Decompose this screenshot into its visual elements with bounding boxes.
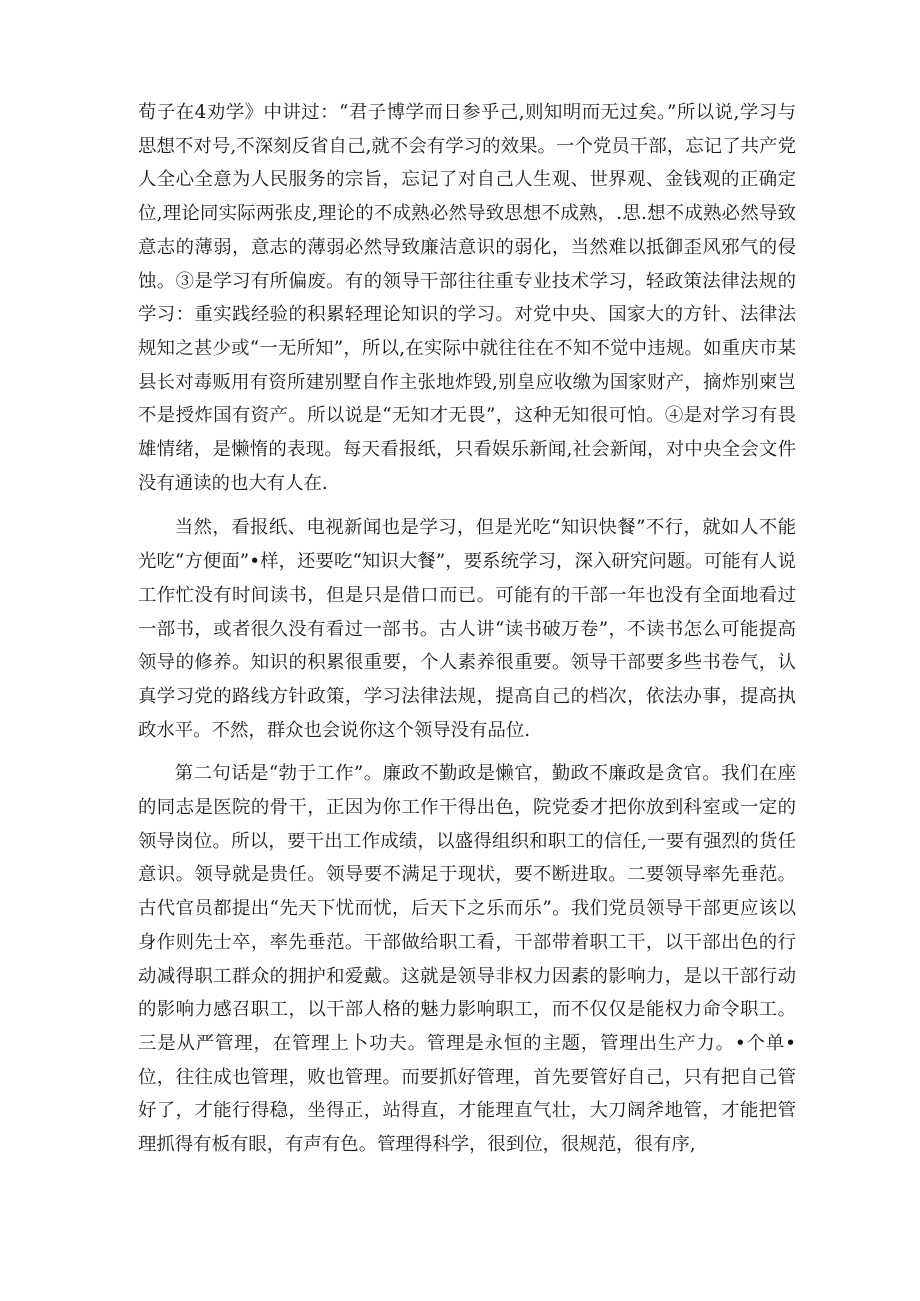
document-body [138, 96, 796, 1162]
paragraph-3: 第二句话是“勃于工作”。廉政不勤政是懒官，勤政不廉政是贪官。我们在座的同志是医院的骨干，正因为你工作干得出色，院党委才把你放到科室或一定的领导岗位。所以，要干出工作成绩，以盛得组织和职工的信任,一要有强烈的货任意识。领导就是贵任。领导要不满足于现状，要不断进取。二要领导率先垂范。古代官员都提出“先天下忧而忧，后天下之乐而乐”。我们党员领导干部更应该以身作则先士卒，率先垂范。干部做给职工看，干部带着职工干，以干部出色的行动减得职工群众的拥护和爱戴。这就是领导非权力因素的影响力，是以干部行动的影响力感召职工，以干部人格的魅力影响职工，而不仅仅是能权力命令职工。三是从严管理，在管理上卜功夫。管理是永恒的主题，管理出生产力。•个单•位，往往成也管理，败也管理。而要抓好管理，首先要管好自己，只有把自己管好了，才能行得稳，坐得正，站得直，才能理直气壮，大刀阔斧地管，才能把管理抓得有板有眼，有声有色。管理得科学，很到位，很规范，很有序, [138, 763, 796, 1156]
paragraph-1: 荀子在4劝学》中讲过：“君子博学而日参乎己,则知明而无过矣。”所以说,学习与思想不对号,不深刻反省自己,就不会有学习的效果。一个党员干部，忘记了共产党人全心全意为人民服务的宗旨，忘记了对自己人生观、世界观、金钱观的正确定位,理论同实际两张皮,理论的不成熟必然导致思想不成熟，.思.想不成熟必然导致意志的薄弱，意志的薄弱必然导致廉洁意识的弱化，当然难以抵御歪风邪气的侵蚀。③是学习有所偏废。有的领导干部往往重专业技术学习，轻政策法律法规的学习：重实践经验的积累轻理论知识的学习。对党中央、国家大的方针、法律法规知之甚少或“一无所知”，所以,在实际中就往往在不知不觉中违规。如重庆市某县长对毒贩用有资所建别墅自作主张地炸毁,别皇应收缴为国家财产，摘炸别柬岂不是授炸国有资产。所以说是“无知才无畏”，这种无知很可怕。④是对学习有畏雄情绪，是懒惰的表现。每天看报纸，只看娱乐新闻,社会新闻，对中央全会文件没有通读的也大有人在. [138, 102, 796, 494]
paragraph-2: 当然，看报纸、电视新闻也是学习，但是光吃“知识快餐”不行，就如人不能光吃“方便面”•样，还要吃“知识大餐”，要系统学习，深入研究问题。可能有人说工作忙没有时间读书，但是只是借口而已。可能有的干部一年也没有全面地看过一部书，或者很久没有看过一部书。古人讲“读书破万卷”，不读书怎么可能提高领导的修养。知识的积累很重要，个人素养很重要。领导干部要多些书卷气，认真学习党的路线方针政策，学习法律法规，提高自己的档次，依法办事，提高执政水平。不然，群众也会说你这个领导没有品位. [138, 517, 796, 741]
